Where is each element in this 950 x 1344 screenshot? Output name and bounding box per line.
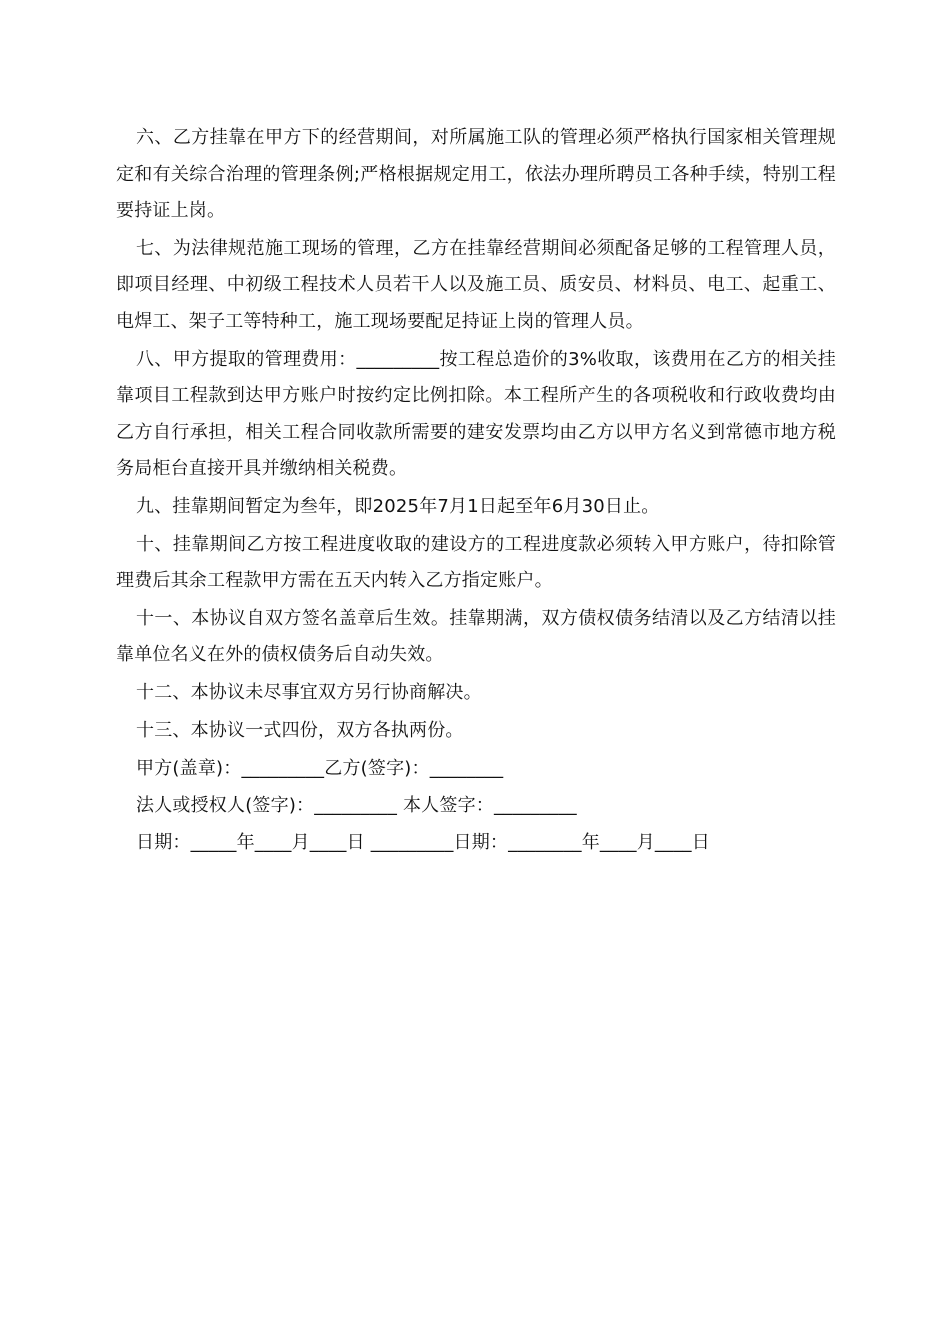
clause-11: 十一、本协议自双方签名盖章后生效。挂靠期满，双方债权债务结清以及乙方结清以挂靠单位名义在外的债权债务后自动失效。 (116, 607, 836, 666)
signature-block (116, 750, 836, 861)
signature-line-parties: 甲方(盖章)：_________乙方(签字)：________ (136, 758, 504, 780)
clause-12: 十二、本协议未尽事宜双方另行协商解决。 (136, 681, 482, 703)
signature-line-representatives: 法人或授权人(签字)：_________ 本人签字：_________ (136, 795, 577, 817)
clause-10: 十、挂靠期间乙方按工程进度收取的建设方的工程进度款必须转入甲方账户，待扣除管理费后其余工程款甲方需在五天内转入乙方指定账户。 (116, 533, 836, 592)
clause-8: 八、甲方提取的管理费用：_________按工程总造价的3%收取，该费用在乙方的相关挂靠项目工程款到达甲方账户时按约定比例扣除。本工程所产生的各项税收和行政收费均由乙方自行承担，相关工程合同收款所需要的建安发票均由乙方以甲方名义到常德市地方税务局柜台直接开具并缴纳相关税费。 (116, 348, 836, 480)
clause-6: 六、乙方挂靠在甲方下的经营期间，对所属施工队的管理必须严格执行国家相关管理规定和有关综合治理的管理条例;严格根据规定用工，依法办理所聘员工各种手续，特别工程要持证上岗。 (116, 127, 836, 222)
agreement-body (116, 120, 836, 861)
clause-7: 七、为法律规范施工现场的管理，乙方在挂靠经营期间必须配备足够的工程管理人员，即项目经理、中初级工程技术人员若干人以及施工员、质安员、材料员、电工、起重工、电焊工、架子工等特种工，施工现场要配足持证上岗的管理人员。 (116, 237, 836, 332)
clause-9: 九、挂靠期间暂定为叁年，即2025年7月1日起至年6月30日止。 (136, 495, 660, 517)
signature-line-dates: 日期：_____年____月____日 _________日期：________年____月____日 (136, 832, 710, 854)
clause-13: 十三、本协议一式四份，双方各执两份。 (136, 719, 464, 741)
